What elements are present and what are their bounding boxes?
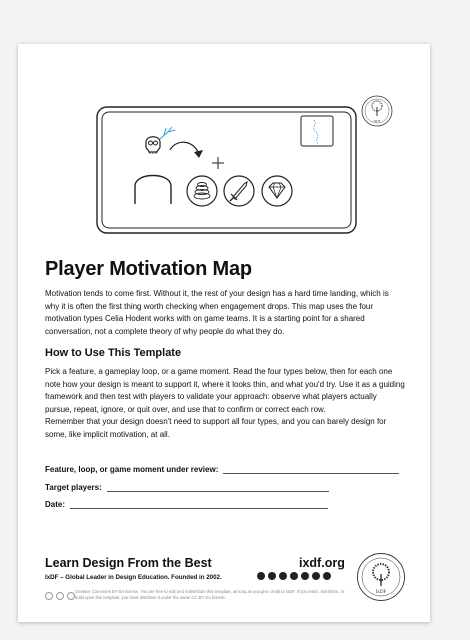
sa-icon	[67, 592, 75, 600]
template-page	[18, 44, 430, 622]
linkedin-icon[interactable]	[257, 572, 265, 580]
footer-headline: Learn Design From the Best	[45, 556, 212, 570]
ixdf-seal-icon	[356, 552, 406, 602]
players-label: Target players:	[45, 483, 102, 492]
tiktok-icon[interactable]	[323, 572, 331, 580]
moment-input-line[interactable]	[223, 464, 399, 474]
diamond-gem-icon	[262, 176, 292, 206]
license-text: Creative Commons BY-SA license. You are free to edit and redistribute this template, as long as you give credit to IxDF. If you remix, transform, or build upon this template, you must distribute it under the same CC BY-SA license.	[75, 589, 345, 600]
x-icon[interactable]	[290, 572, 298, 580]
page-title: Player Motivation Map	[45, 258, 252, 280]
footer-tagline: IxDF – Global Leader in Design Education. Founded in 2002.	[45, 574, 222, 581]
license-icons	[45, 592, 75, 600]
cc-icon	[45, 592, 53, 600]
footer-url-link[interactable]: ixdf.org	[299, 556, 345, 570]
threads-icon[interactable]	[312, 572, 320, 580]
svg-text:IxDF: IxDF	[373, 119, 381, 123]
moment-field	[45, 464, 399, 474]
social-icons	[257, 572, 331, 580]
howto-heading: How to Use This Template	[45, 347, 182, 359]
instagram-icon[interactable]	[268, 572, 276, 580]
sword-icon	[224, 176, 254, 206]
moment-label: Feature, loop, or game moment under review:	[45, 465, 219, 474]
youtube-icon[interactable]	[279, 572, 287, 580]
hero-illustration	[18, 44, 430, 264]
seal-small-icon	[362, 96, 392, 126]
date-input-line[interactable]	[70, 499, 328, 509]
date-label: Date:	[45, 500, 66, 509]
players-field	[45, 482, 329, 492]
curved-arrow-icon	[170, 142, 224, 169]
minimap-icon	[301, 116, 333, 146]
game-console-frame	[97, 107, 356, 233]
seal-label: IxDF	[375, 590, 387, 595]
intro-paragraph: Motivation tends to come first. Without it, the rest of your design has a hard time landing, which is why it is often the first thing worth checking when engagement drops. This map uses the four motivation types Celia Hodent works with on game teams. It is a starting point for a shared conversation, not a complete theory of why people do what they do.	[45, 289, 389, 336]
howto-note: Remember that your design doesn't need to support all four types, and you can barely design for some, like implicit motivation, at all.	[45, 417, 387, 439]
by-icon	[56, 592, 64, 600]
treasure-coins-icon	[187, 176, 217, 206]
date-field	[45, 499, 328, 509]
howto-paragraph: Pick a feature, a gameplay loop, or a game moment. Read the four types below, then for each one note how your design is meant to support it, where it looks thin, and what you'd try. Use it as a guiding framework and then test with players to validate your approach: observe what players actually pursue, repeat, ignore, or quit over, and use that to confirm or correct each row.	[45, 367, 405, 414]
facebook-icon[interactable]	[301, 572, 309, 580]
player-body-icon	[135, 176, 171, 205]
players-input-line[interactable]	[107, 482, 329, 492]
